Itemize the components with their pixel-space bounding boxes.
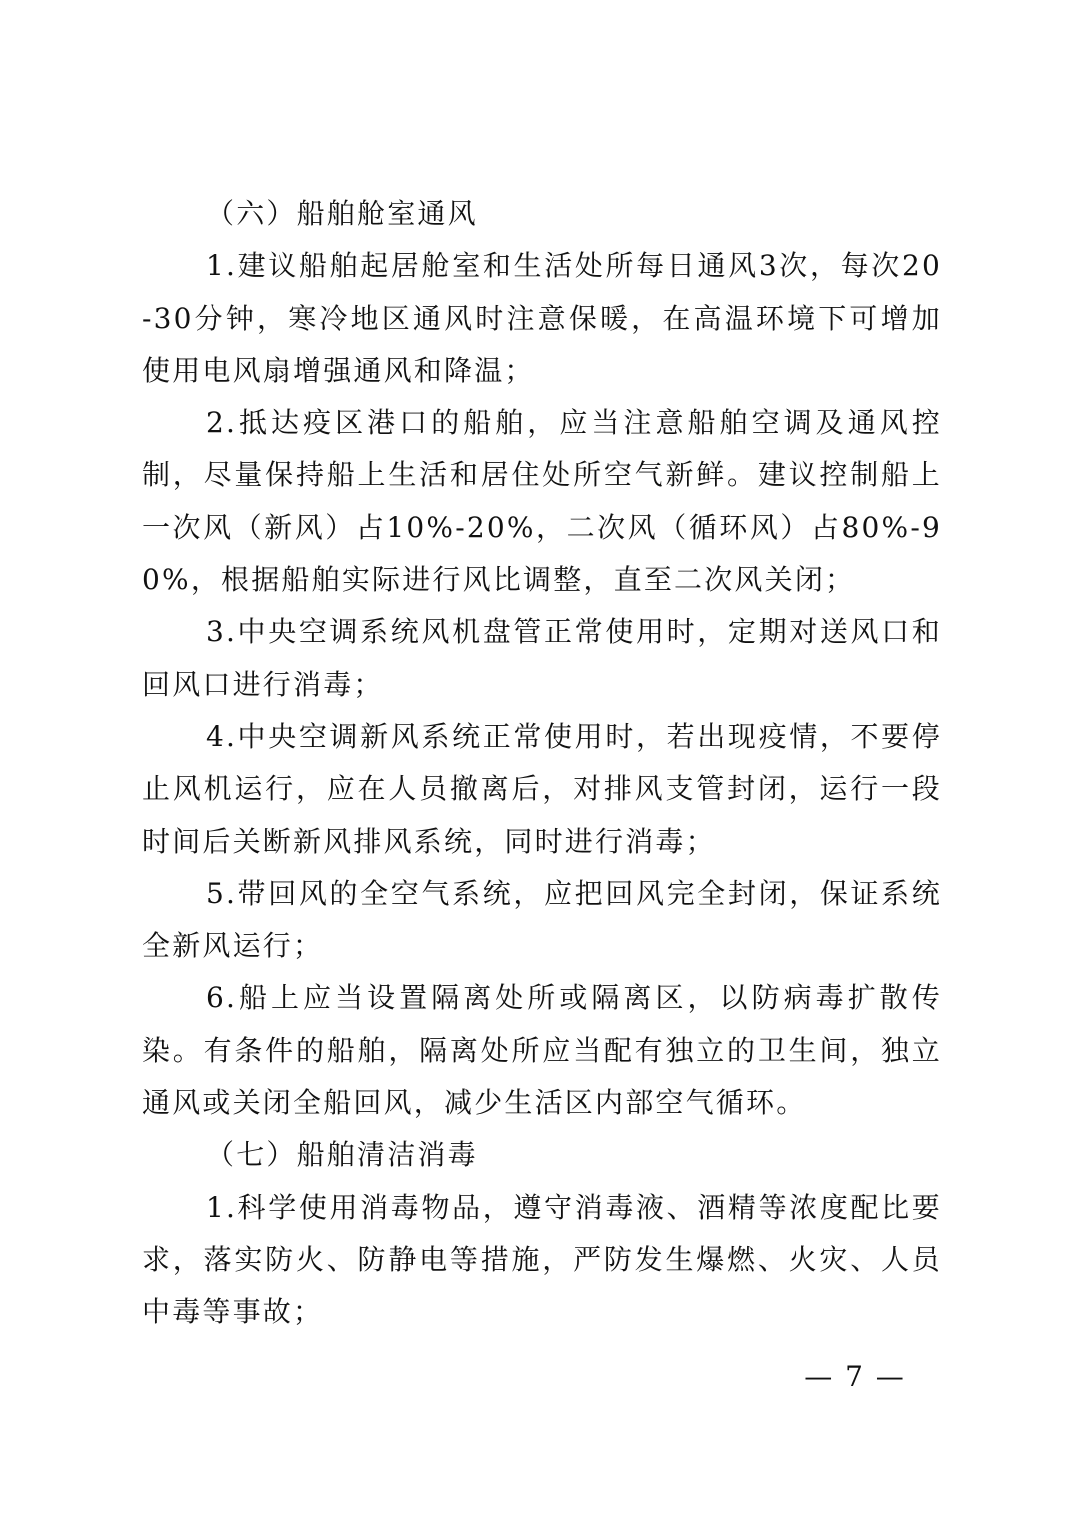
paragraph-ventilation-3: 3.中央空调系统风机盘管正常使用时，定期对送风口和回风口进行消毒； bbox=[142, 615, 942, 701]
page-number: — 7 — bbox=[804, 1360, 906, 1393]
section-heading-ventilation: （六）船舶舱室通风 bbox=[206, 197, 478, 230]
paragraph-ventilation-6: 6.船上应当设置隔离处所或隔离区，以防病毒扩散传染。有条件的船舶，隔离处所应当配有独立的卫生间，独立通风或关闭全船回风，减少生活区内部空气循环。 bbox=[142, 981, 942, 1120]
section-heading-disinfection: （七）船舶清洁消毒 bbox=[206, 1138, 478, 1172]
paragraph-ventilation-4: 4.中央空调新风系统正常使用时，若出现疫情，不要停止风机运行，应在人员撤离后，对排风支管封闭，运行一段时间后关断新风排风系统，同时进行消毒； bbox=[142, 719, 942, 858]
paragraph-ventilation-1: 1.建议船舶起居舱室和生活处所每日通风3次，每次20-30分钟，寒冷地区通风时注意保暖，在高温环境下可增加使用电风扇增强通风和降温； bbox=[142, 249, 942, 387]
paragraph-ventilation-5: 5.带回风的全空气系统，应把回风完全封闭，保证系统全新风运行； bbox=[142, 876, 942, 963]
paragraph-ventilation-2: 2.抵达疫区港口的船舶，应当注意船舶空调及通风控制，尽量保持船上生活和居住处所空气新鲜。建议控制船上一次风（新风）占10%-20%，二次风（循环风）占80%-90%，根据船舶实际进行风比调整，直至二次风关闭； bbox=[142, 406, 942, 597]
document-page bbox=[142, 188, 942, 1339]
paragraph-disinfection-1: 1.科学使用消毒物品，遵守消毒液、酒精等浓度配比要求，落实防火、防静电等措施，严防发生爆燃、火灾、人员中毒等事故； bbox=[142, 1190, 942, 1329]
